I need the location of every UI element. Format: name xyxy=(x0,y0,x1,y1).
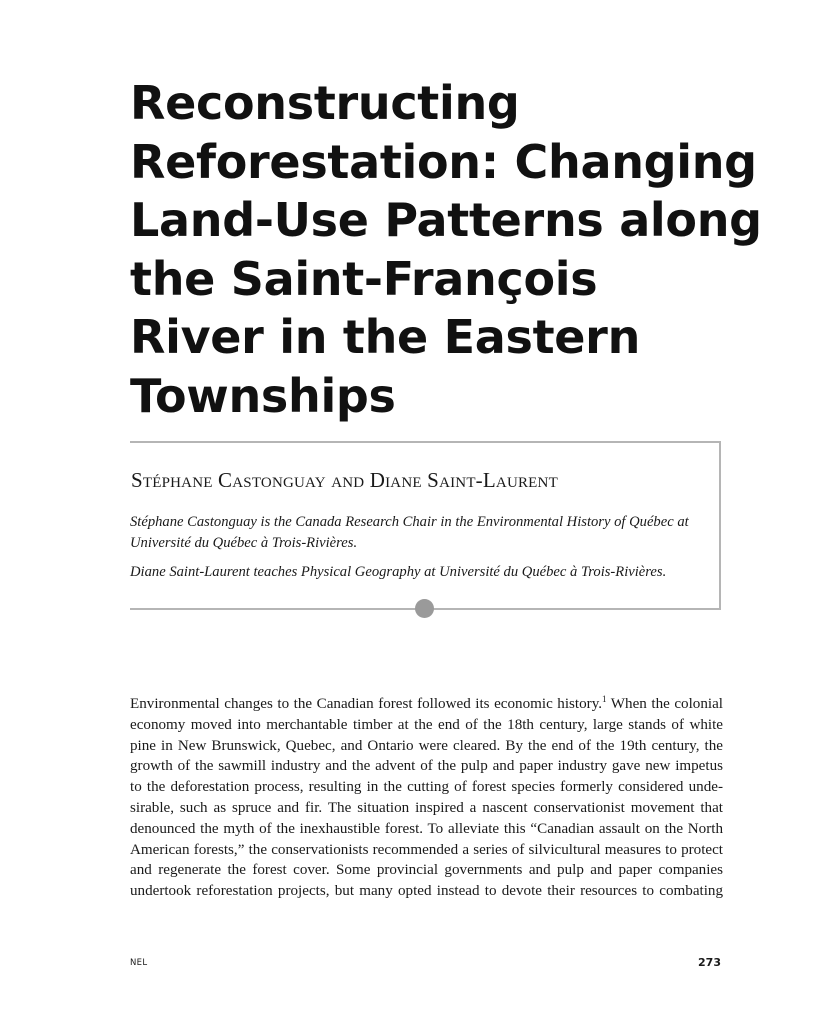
body-line: denounced the myth of the inexhaustible forest. To alleviate this “Canadian assault on the North xyxy=(130,820,723,837)
body-line-text: When the colonial xyxy=(606,696,723,712)
body-line: growth of the sawmill industry and the advent of the pulp and paper industry gave new impetus xyxy=(130,758,723,775)
body-line: sirable, such as spruce and fir. The situation inspired a nascent conservationist movement that xyxy=(130,799,723,816)
title-line: Land-Use Patterns along xyxy=(130,193,762,247)
page-number: 273 xyxy=(698,956,721,969)
frame-dot-ornament xyxy=(415,599,434,618)
body-line-text: Environmental changes to the Canadian forest followed its economic history. xyxy=(130,696,603,712)
body-line: American forests,” the conservationists recommended a series of silvicultural measures to protect xyxy=(130,841,723,858)
title-line: River in the Eastern xyxy=(130,310,641,364)
chapter-title xyxy=(130,74,762,425)
author-bio-saint-laurent: Diane Saint-Laurent teaches Physical Geography at Université du Québec à Trois-Rivières. xyxy=(130,564,667,580)
author-bio-castonguay: Stéphane Castonguay is the Canada Research Chair in the Environmental History of Québec at Université du Québec à Trois-Rivières. xyxy=(130,514,689,551)
publisher-mark: NEL xyxy=(130,958,148,968)
title-line: Reforestation: Changing xyxy=(130,134,757,189)
body-line: economy moved into merchantable timber at the end of the 18th century, large stands of white xyxy=(130,716,723,733)
body-line xyxy=(130,694,723,715)
body-line: pine in New Brunswick, Quebec, and Ontario were cleared. By the end of the 19th century, the xyxy=(130,737,723,754)
footnote-reference[interactable]: 1 xyxy=(602,693,607,704)
author-names: Stéphane Castonguay and Diane Saint-Laurent xyxy=(131,468,558,492)
body-line: to the deforestation process, resulting in the cutting of forest species formerly considered unde- xyxy=(130,779,723,796)
body-paragraph xyxy=(130,694,723,902)
title-line: the Saint-François xyxy=(130,251,598,306)
title-line: Reconstructing xyxy=(130,76,520,130)
title-line: Townships xyxy=(130,368,396,423)
body-line: undertook reforestation projects, but many opted instead to devote their resources to combating xyxy=(130,883,723,900)
body-line: and regenerate the forest cover. Some provincial governments and pulp and paper companies xyxy=(130,862,723,879)
